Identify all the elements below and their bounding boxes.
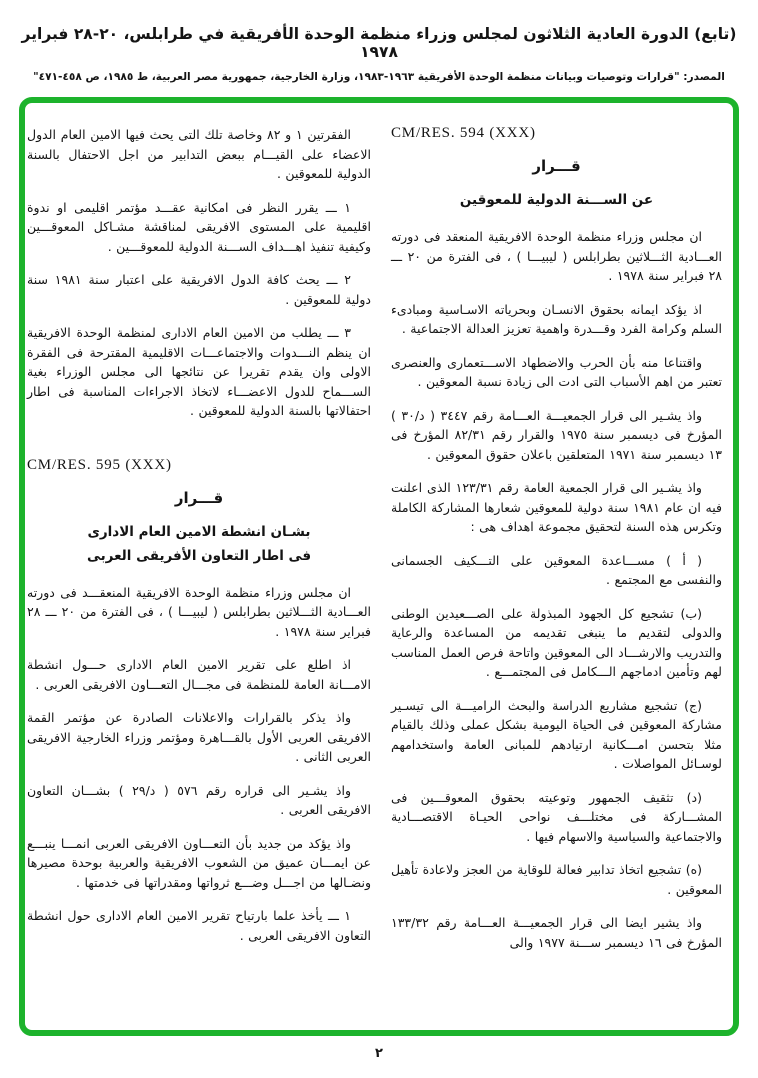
column-right-res-594 [391,125,722,1016]
list-item-b: (ب) تشجيع كل الجهود المبذولة على الصـــعيدين الوطنى والدولى لتقديم ما ينبغى تقديمه من المساعدة والرعاية والتدريب والارشـــاد الى المعوقين واتاحة فرص العمل المناسب لهم وتأمين ادماجهم الـــكامل فى المجتمـــع . [391,605,722,679]
column-left-res-595 [27,125,371,1016]
paragraph: اذ يؤكد ايمانه بحقوق الانسـان وبحرياته الاسـاسية ومبادىء السلم وكرامة الفرد وقـــدرة واهمية تعزيز العدالة الاجتماعية . [391,301,722,336]
paragraph: ان مجلس وزراء منظمة الوحدة الافريقية المنعقد فى دورته العـــادية الثـــلاثين بطرابلس ( ليبيـــا ) ، فى الفترة من ٢٠ ـــ ٢٨ فبراير سنة ١٩٧٨ . [391,229,722,283]
green-content-frame [19,97,739,1036]
resolution-595-heading: قـــرار [174,488,224,507]
paragraph: اذ اطلع على تقرير الامين العام الادارى حـــول انشطة الامـــانة العامة للمنظمة فى مجـــال التعـــاون الافريقى العربى . [27,657,371,692]
page-header [0,0,758,83]
resolution-id-594: CM/RES. 594 (XXX) [391,125,536,141]
paragraph: واذ يشـير الى قرار الجمعية العامة رقم ١٢٣/٣١ الذى اعلنت فيه ان عام ١٩٨١ سنة دولية للمعوقين شعارها المشاركة الكاملة وتكرس هذه السنة لتحقيق مجموعة اهداف هى : [391,480,723,534]
resolution-595-subtitle-line1: بشـان انشطة الامين العام الادارى [87,523,311,540]
list-item-e: (ه) تشجيع اتخاذ تدابير فعالة للوقاية من العجز ولاعادة تأهيل المعوقين . [391,862,722,897]
resolution-594-subtitle: عن الســـنة الدولية للمعوقين [459,192,654,208]
resolution-594-heading: قـــرار [532,157,581,175]
list-item-3: ٣ ـــ يطلب من الامين العام الادارى لمنظمة الوحدة الافريقية ان ينظم النـــدوات والاجتماعـــات الاقليمية المقترحة فى الفقرة الاولى وان يقدم تقريرا عن نتائجها الى مجلس الوزراء بغية الســـماح للدول الاعضـــاء لاتخاذ الاجراءات المناسبة فى اطار احتفالاتها بالسنة الدولية للمعوقين . [27,325,371,418]
header-source-line: المصدر: "قرارات وتوصيات وبيانات منظمة الوحدة الأفريقية ١٩٦٣-١٩٨٣، وزارة الخارجية، جمهورية مصر العربية، ط ١٩٨٥، ص ٤٥٨-٤٧١" [33,71,725,83]
paragraph: واقتناعا منه بأن الحرب والاضطهاد الاســـتعمارى والعنصرى تعتبر من اهم الأسباب التى ادت الى زيادة نسبة المعوقين . [391,354,722,389]
list-item-1: ١ ـــ يأخذ علما بارتياح تقرير الامين العام الادارى حول انشطة التعاون الافريقى العربى . [27,908,371,943]
paragraph: واذ يشير ايضا الى قرار الجمعيـــة العـــامة رقم ١٣٣/٣٢ المؤرخ فى ١٦ ديسمبر ســـنة ١٩٧٧ والى [391,915,722,950]
list-item-d: (د) تثقيف الجمهور وتوعيته بحقوق المعوقـــين فى المشـــاركة فى مختلـــف نواحى الحيـاة الاقتصـــادية والاجتماعية والسياسية والاسهام فيها . [391,789,722,844]
paragraph: واذ يذكر بالقرارات والاعلانات الصادرة عن مؤتمر القمة الافريقى العربى الأول بالقـــاهرة ومؤتمر وزراء الخارجية الافريقى العربى الثانى . [27,710,371,764]
paragraph: واذ يشـير الى قرار الجمعيـــة العـــامة رقم ٣٤٤٧ ( د/٣٠ ) المؤرخ فى ديسمبر سنة ١٩٧٥ والقرار رقم ٨٢/٣١ المؤرخ فى ١٣ ديسمبر سنة ١٩٧١ المتعلقين باعلان حقوق المعوقين . [391,407,722,462]
paragraph: ان مجلس وزراء منظمة الوحدة الافريقية المنعقـــد فى دورته العـــادية الثـــلاثين بطرابلس ( ليبيـــا ) ، فى الفترة من ٢٠ ـــ ٢٨ فبراير سنة ١٩٧٨ . [27,584,371,639]
resolution-595-subtitle-line2: فى اطار التعاون الأفريقى العربى [86,547,312,564]
paragraph-continuation: الفقرتين ١ و ٨٢ وخاصة تلك التى يحث فيها الامين العام الدول الاعضاء على القيـــام ببعض التدابير من اجل الاحتفال بالسنة الدولية للمعوقين . [27,127,371,181]
list-item-a: ( أ ) مســـاعدة المعوقين على التـــكيف الجسمانى والنفسى مع المجتمع . [391,552,722,587]
paragraph: واذ يؤكد من جديد بأن التعـــاون الافريقى العربى انمـــا ينبـــع عن ايمـــان عميق من الشعوب الافريقية والعربية بوحدة مصيرها ونضـالها من اجـــل وضـــع ثرواتها ومقدراتها فى خدمتها . [27,835,371,890]
resolution-id-595: CM/RES. 595 (XXX) [27,456,172,473]
paragraph: واذ يشـير الى قراره رقم ٥٧٦ ( د/٢٩ ) بشـــان التعاون الافريقى العربى . [27,782,371,817]
list-item-1: ١ ـــ يقرر النظر فى امكانية عقـــد مؤتمر اقليمى او ندوة اقليمية على المستوى الافريقى لمناقشة مشـاكل المعوقـــين وكيفية تنفيذ اهـــداف الســـنة الدولية للمعوقـــين . [27,199,371,254]
header-session-title: (تابع) الدورة العادية الثلاثون لمجلس وزراء منظمة الوحدة الأفريقية في طرابلس، ٢٠-٢٨ فبراير ١٩٧٨ [21,25,737,61]
page-number: ٢ [375,1046,383,1061]
list-item-2: ٢ ـــ يحث كافة الدول الافريقية على اعتبار سنة ١٩٨١ سنة دولية للمعوقين . [27,272,371,307]
list-item-c: (ج) تشجيع مشاريع الدراسة والبحث الراميـــة الى تيسـير مشاركة المعوقين فى الحياة اليومية بشكل عملى وذلك بالقيام مثلا بتحسن امـــكانية ارتيادهم للمبانى العامة واستخدامهم لوسـائل المواصلات . [391,697,722,771]
